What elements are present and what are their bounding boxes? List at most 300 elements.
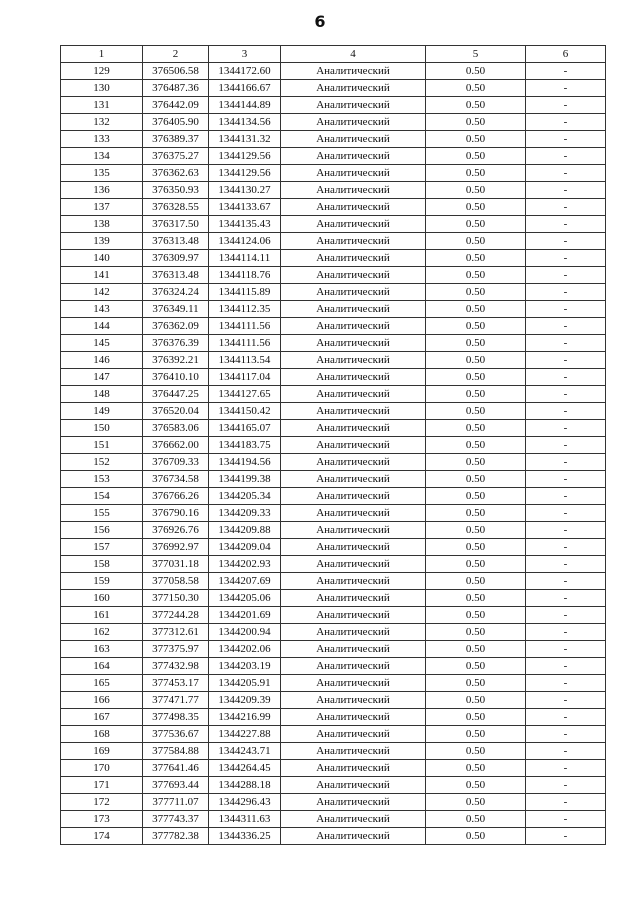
column-header: 2 [143, 46, 209, 63]
note-cell: - [526, 403, 606, 420]
point-number-cell: 160 [61, 590, 143, 607]
note-cell: - [526, 471, 606, 488]
note-cell: - [526, 369, 606, 386]
table-row [61, 233, 606, 250]
point-number-cell: 157 [61, 539, 143, 556]
point-number-cell: 139 [61, 233, 143, 250]
note-cell: - [526, 573, 606, 590]
x-coordinate-cell: 376362.09 [143, 318, 209, 335]
x-coordinate-cell: 376662.00 [143, 437, 209, 454]
note-cell: - [526, 454, 606, 471]
accuracy-cell: 0.50 [426, 777, 526, 794]
y-coordinate-cell: 1344111.56 [209, 335, 281, 352]
method-cell: Аналитический [281, 573, 426, 590]
table-row [61, 590, 606, 607]
x-coordinate-cell: 377782.38 [143, 828, 209, 845]
x-coordinate-cell: 376520.04 [143, 403, 209, 420]
x-coordinate-cell: 377693.44 [143, 777, 209, 794]
note-cell: - [526, 658, 606, 675]
accuracy-cell: 0.50 [426, 624, 526, 641]
method-cell: Аналитический [281, 607, 426, 624]
table-row [61, 522, 606, 539]
accuracy-cell: 0.50 [426, 488, 526, 505]
y-coordinate-cell: 1344205.06 [209, 590, 281, 607]
y-coordinate-cell: 1344114.11 [209, 250, 281, 267]
y-coordinate-cell: 1344202.93 [209, 556, 281, 573]
x-coordinate-cell: 376442.09 [143, 97, 209, 114]
method-cell: Аналитический [281, 250, 426, 267]
table-row [61, 250, 606, 267]
method-cell: Аналитический [281, 216, 426, 233]
y-coordinate-cell: 1344203.19 [209, 658, 281, 675]
column-header: 3 [209, 46, 281, 63]
accuracy-cell: 0.50 [426, 573, 526, 590]
method-cell: Аналитический [281, 641, 426, 658]
accuracy-cell: 0.50 [426, 301, 526, 318]
method-cell: Аналитический [281, 182, 426, 199]
method-cell: Аналитический [281, 471, 426, 488]
y-coordinate-cell: 1344202.06 [209, 641, 281, 658]
note-cell: - [526, 590, 606, 607]
method-cell: Аналитический [281, 369, 426, 386]
note-cell: - [526, 80, 606, 97]
x-coordinate-cell: 376410.10 [143, 369, 209, 386]
table-row [61, 97, 606, 114]
method-cell: Аналитический [281, 437, 426, 454]
y-coordinate-cell: 1344130.27 [209, 182, 281, 199]
x-coordinate-cell: 376375.27 [143, 148, 209, 165]
method-cell: Аналитический [281, 352, 426, 369]
accuracy-cell: 0.50 [426, 148, 526, 165]
method-cell: Аналитический [281, 658, 426, 675]
accuracy-cell: 0.50 [426, 743, 526, 760]
note-cell: - [526, 505, 606, 522]
y-coordinate-cell: 1344183.75 [209, 437, 281, 454]
y-coordinate-cell: 1344131.32 [209, 131, 281, 148]
point-number-cell: 142 [61, 284, 143, 301]
accuracy-cell: 0.50 [426, 97, 526, 114]
point-number-cell: 137 [61, 199, 143, 216]
note-cell: - [526, 811, 606, 828]
y-coordinate-cell: 1344113.54 [209, 352, 281, 369]
x-coordinate-cell: 377498.35 [143, 709, 209, 726]
accuracy-cell: 0.50 [426, 369, 526, 386]
method-cell: Аналитический [281, 777, 426, 794]
point-number-cell: 145 [61, 335, 143, 352]
table-row [61, 726, 606, 743]
note-cell: - [526, 216, 606, 233]
note-cell: - [526, 828, 606, 845]
x-coordinate-cell: 377584.88 [143, 743, 209, 760]
x-coordinate-cell: 376766.26 [143, 488, 209, 505]
y-coordinate-cell: 1344118.76 [209, 267, 281, 284]
accuracy-cell: 0.50 [426, 641, 526, 658]
note-cell: - [526, 182, 606, 199]
table-body [61, 63, 606, 845]
method-cell: Аналитический [281, 454, 426, 471]
y-coordinate-cell: 1344209.39 [209, 692, 281, 709]
method-cell: Аналитический [281, 97, 426, 114]
point-number-cell: 146 [61, 352, 143, 369]
coordinates-table [60, 45, 606, 845]
point-number-cell: 153 [61, 471, 143, 488]
point-number-cell: 140 [61, 250, 143, 267]
method-cell: Аналитический [281, 386, 426, 403]
table-row [61, 709, 606, 726]
point-number-cell: 164 [61, 658, 143, 675]
point-number-cell: 152 [61, 454, 143, 471]
table-row [61, 794, 606, 811]
note-cell: - [526, 301, 606, 318]
y-coordinate-cell: 1344311.63 [209, 811, 281, 828]
point-number-cell: 169 [61, 743, 143, 760]
accuracy-cell: 0.50 [426, 216, 526, 233]
point-number-cell: 141 [61, 267, 143, 284]
method-cell: Аналитический [281, 148, 426, 165]
method-cell: Аналитический [281, 335, 426, 352]
method-cell: Аналитический [281, 709, 426, 726]
y-coordinate-cell: 1344209.33 [209, 505, 281, 522]
y-coordinate-cell: 1344296.43 [209, 794, 281, 811]
y-coordinate-cell: 1344112.35 [209, 301, 281, 318]
method-cell: Аналитический [281, 794, 426, 811]
y-coordinate-cell: 1344144.89 [209, 97, 281, 114]
table-row [61, 777, 606, 794]
note-cell: - [526, 63, 606, 80]
accuracy-cell: 0.50 [426, 250, 526, 267]
y-coordinate-cell: 1344264.45 [209, 760, 281, 777]
x-coordinate-cell: 377743.37 [143, 811, 209, 828]
method-cell: Аналитический [281, 420, 426, 437]
point-number-cell: 133 [61, 131, 143, 148]
point-number-cell: 132 [61, 114, 143, 131]
x-coordinate-cell: 377375.97 [143, 641, 209, 658]
accuracy-cell: 0.50 [426, 692, 526, 709]
point-number-cell: 151 [61, 437, 143, 454]
accuracy-cell: 0.50 [426, 114, 526, 131]
table-row [61, 692, 606, 709]
y-coordinate-cell: 1344336.25 [209, 828, 281, 845]
accuracy-cell: 0.50 [426, 233, 526, 250]
table-row [61, 573, 606, 590]
accuracy-cell: 0.50 [426, 386, 526, 403]
y-coordinate-cell: 1344124.06 [209, 233, 281, 250]
y-coordinate-cell: 1344194.56 [209, 454, 281, 471]
y-coordinate-cell: 1344165.07 [209, 420, 281, 437]
method-cell: Аналитический [281, 743, 426, 760]
point-number-cell: 149 [61, 403, 143, 420]
accuracy-cell: 0.50 [426, 556, 526, 573]
accuracy-cell: 0.50 [426, 811, 526, 828]
x-coordinate-cell: 376790.16 [143, 505, 209, 522]
method-cell: Аналитический [281, 675, 426, 692]
point-number-cell: 174 [61, 828, 143, 845]
x-coordinate-cell: 376709.33 [143, 454, 209, 471]
table-row [61, 488, 606, 505]
x-coordinate-cell: 377536.67 [143, 726, 209, 743]
accuracy-cell: 0.50 [426, 522, 526, 539]
accuracy-cell: 0.50 [426, 63, 526, 80]
accuracy-cell: 0.50 [426, 403, 526, 420]
x-coordinate-cell: 376487.36 [143, 80, 209, 97]
note-cell: - [526, 114, 606, 131]
accuracy-cell: 0.50 [426, 726, 526, 743]
point-number-cell: 131 [61, 97, 143, 114]
note-cell: - [526, 488, 606, 505]
note-cell: - [526, 318, 606, 335]
table-row [61, 556, 606, 573]
y-coordinate-cell: 1344127.65 [209, 386, 281, 403]
point-number-cell: 173 [61, 811, 143, 828]
table-row [61, 420, 606, 437]
x-coordinate-cell: 377031.18 [143, 556, 209, 573]
x-coordinate-cell: 376926.76 [143, 522, 209, 539]
method-cell: Аналитический [281, 199, 426, 216]
y-coordinate-cell: 1344166.67 [209, 80, 281, 97]
method-cell: Аналитический [281, 760, 426, 777]
note-cell: - [526, 148, 606, 165]
point-number-cell: 144 [61, 318, 143, 335]
y-coordinate-cell: 1344129.56 [209, 148, 281, 165]
point-number-cell: 134 [61, 148, 143, 165]
accuracy-cell: 0.50 [426, 590, 526, 607]
x-coordinate-cell: 377150.30 [143, 590, 209, 607]
y-coordinate-cell: 1344135.43 [209, 216, 281, 233]
x-coordinate-cell: 376583.06 [143, 420, 209, 437]
note-cell: - [526, 250, 606, 267]
note-cell: - [526, 352, 606, 369]
note-cell: - [526, 760, 606, 777]
note-cell: - [526, 199, 606, 216]
accuracy-cell: 0.50 [426, 437, 526, 454]
accuracy-cell: 0.50 [426, 607, 526, 624]
point-number-cell: 159 [61, 573, 143, 590]
method-cell: Аналитический [281, 80, 426, 97]
accuracy-cell: 0.50 [426, 505, 526, 522]
accuracy-cell: 0.50 [426, 182, 526, 199]
accuracy-cell: 0.50 [426, 199, 526, 216]
y-coordinate-cell: 1344172.60 [209, 63, 281, 80]
y-coordinate-cell: 1344133.67 [209, 199, 281, 216]
y-coordinate-cell: 1344205.34 [209, 488, 281, 505]
y-coordinate-cell: 1344115.89 [209, 284, 281, 301]
accuracy-cell: 0.50 [426, 658, 526, 675]
table-row [61, 658, 606, 675]
method-cell: Аналитический [281, 233, 426, 250]
note-cell: - [526, 607, 606, 624]
x-coordinate-cell: 377244.28 [143, 607, 209, 624]
table-row [61, 811, 606, 828]
x-coordinate-cell: 376392.21 [143, 352, 209, 369]
method-cell: Аналитический [281, 828, 426, 845]
column-header: 1 [61, 46, 143, 63]
table-row [61, 80, 606, 97]
x-coordinate-cell: 376506.58 [143, 63, 209, 80]
note-cell: - [526, 437, 606, 454]
method-cell: Аналитический [281, 114, 426, 131]
x-coordinate-cell: 376317.50 [143, 216, 209, 233]
point-number-cell: 148 [61, 386, 143, 403]
x-coordinate-cell: 377641.46 [143, 760, 209, 777]
table-row [61, 743, 606, 760]
y-coordinate-cell: 1344201.69 [209, 607, 281, 624]
note-cell: - [526, 233, 606, 250]
note-cell: - [526, 131, 606, 148]
y-coordinate-cell: 1344243.71 [209, 743, 281, 760]
method-cell: Аналитический [281, 165, 426, 182]
accuracy-cell: 0.50 [426, 80, 526, 97]
x-coordinate-cell: 376405.90 [143, 114, 209, 131]
note-cell: - [526, 335, 606, 352]
method-cell: Аналитический [281, 403, 426, 420]
table-row [61, 607, 606, 624]
table-row [61, 624, 606, 641]
point-number-cell: 172 [61, 794, 143, 811]
accuracy-cell: 0.50 [426, 284, 526, 301]
note-cell: - [526, 777, 606, 794]
method-cell: Аналитический [281, 522, 426, 539]
point-number-cell: 129 [61, 63, 143, 80]
note-cell: - [526, 556, 606, 573]
y-coordinate-cell: 1344111.56 [209, 318, 281, 335]
method-cell: Аналитический [281, 318, 426, 335]
method-cell: Аналитический [281, 131, 426, 148]
y-coordinate-cell: 1344200.94 [209, 624, 281, 641]
point-number-cell: 135 [61, 165, 143, 182]
point-number-cell: 138 [61, 216, 143, 233]
point-number-cell: 130 [61, 80, 143, 97]
point-number-cell: 170 [61, 760, 143, 777]
point-number-cell: 163 [61, 641, 143, 658]
y-coordinate-cell: 1344134.56 [209, 114, 281, 131]
note-cell: - [526, 97, 606, 114]
accuracy-cell: 0.50 [426, 828, 526, 845]
note-cell: - [526, 420, 606, 437]
method-cell: Аналитический [281, 556, 426, 573]
x-coordinate-cell: 376313.48 [143, 267, 209, 284]
method-cell: Аналитический [281, 726, 426, 743]
table-row [61, 182, 606, 199]
note-cell: - [526, 726, 606, 743]
accuracy-cell: 0.50 [426, 760, 526, 777]
table-row [61, 131, 606, 148]
x-coordinate-cell: 376447.25 [143, 386, 209, 403]
table-row [61, 318, 606, 335]
x-coordinate-cell: 376992.97 [143, 539, 209, 556]
point-number-cell: 162 [61, 624, 143, 641]
page-number: 6 [314, 12, 326, 31]
x-coordinate-cell: 377453.17 [143, 675, 209, 692]
method-cell: Аналитический [281, 590, 426, 607]
point-number-cell: 171 [61, 777, 143, 794]
y-coordinate-cell: 1344209.88 [209, 522, 281, 539]
x-coordinate-cell: 376734.58 [143, 471, 209, 488]
table-row [61, 471, 606, 488]
accuracy-cell: 0.50 [426, 165, 526, 182]
table-row [61, 335, 606, 352]
y-coordinate-cell: 1344207.69 [209, 573, 281, 590]
table-row [61, 148, 606, 165]
note-cell: - [526, 794, 606, 811]
note-cell: - [526, 267, 606, 284]
table-row [61, 386, 606, 403]
accuracy-cell: 0.50 [426, 675, 526, 692]
table-row [61, 369, 606, 386]
method-cell: Аналитический [281, 301, 426, 318]
x-coordinate-cell: 376362.63 [143, 165, 209, 182]
table-row [61, 301, 606, 318]
point-number-cell: 136 [61, 182, 143, 199]
point-number-cell: 150 [61, 420, 143, 437]
accuracy-cell: 0.50 [426, 267, 526, 284]
note-cell: - [526, 692, 606, 709]
point-number-cell: 168 [61, 726, 143, 743]
table-row [61, 165, 606, 182]
accuracy-cell: 0.50 [426, 794, 526, 811]
x-coordinate-cell: 376309.97 [143, 250, 209, 267]
x-coordinate-cell: 376313.48 [143, 233, 209, 250]
x-coordinate-cell: 377711.07 [143, 794, 209, 811]
column-header: 6 [526, 46, 606, 63]
y-coordinate-cell: 1344227.88 [209, 726, 281, 743]
table-row [61, 539, 606, 556]
point-number-cell: 147 [61, 369, 143, 386]
point-number-cell: 143 [61, 301, 143, 318]
note-cell: - [526, 709, 606, 726]
y-coordinate-cell: 1344150.42 [209, 403, 281, 420]
table-row [61, 437, 606, 454]
table-row [61, 828, 606, 845]
table-row [61, 641, 606, 658]
y-coordinate-cell: 1344288.18 [209, 777, 281, 794]
y-coordinate-cell: 1344199.38 [209, 471, 281, 488]
x-coordinate-cell: 376328.55 [143, 199, 209, 216]
accuracy-cell: 0.50 [426, 131, 526, 148]
note-cell: - [526, 539, 606, 556]
method-cell: Аналитический [281, 811, 426, 828]
method-cell: Аналитический [281, 624, 426, 641]
y-coordinate-cell: 1344216.99 [209, 709, 281, 726]
note-cell: - [526, 165, 606, 182]
note-cell: - [526, 743, 606, 760]
x-coordinate-cell: 376389.37 [143, 131, 209, 148]
note-cell: - [526, 284, 606, 301]
accuracy-cell: 0.50 [426, 454, 526, 471]
y-coordinate-cell: 1344117.04 [209, 369, 281, 386]
table-row [61, 454, 606, 471]
point-number-cell: 161 [61, 607, 143, 624]
column-header: 5 [426, 46, 526, 63]
column-header: 4 [281, 46, 426, 63]
point-number-cell: 167 [61, 709, 143, 726]
y-coordinate-cell: 1344209.04 [209, 539, 281, 556]
method-cell: Аналитический [281, 63, 426, 80]
table-row [61, 403, 606, 420]
point-number-cell: 166 [61, 692, 143, 709]
y-coordinate-cell: 1344205.91 [209, 675, 281, 692]
table-header-row [61, 46, 606, 63]
note-cell: - [526, 624, 606, 641]
table-row [61, 352, 606, 369]
table-row [61, 199, 606, 216]
x-coordinate-cell: 377432.98 [143, 658, 209, 675]
x-coordinate-cell: 377471.77 [143, 692, 209, 709]
accuracy-cell: 0.50 [426, 471, 526, 488]
method-cell: Аналитический [281, 488, 426, 505]
x-coordinate-cell: 377312.61 [143, 624, 209, 641]
point-number-cell: 156 [61, 522, 143, 539]
note-cell: - [526, 386, 606, 403]
